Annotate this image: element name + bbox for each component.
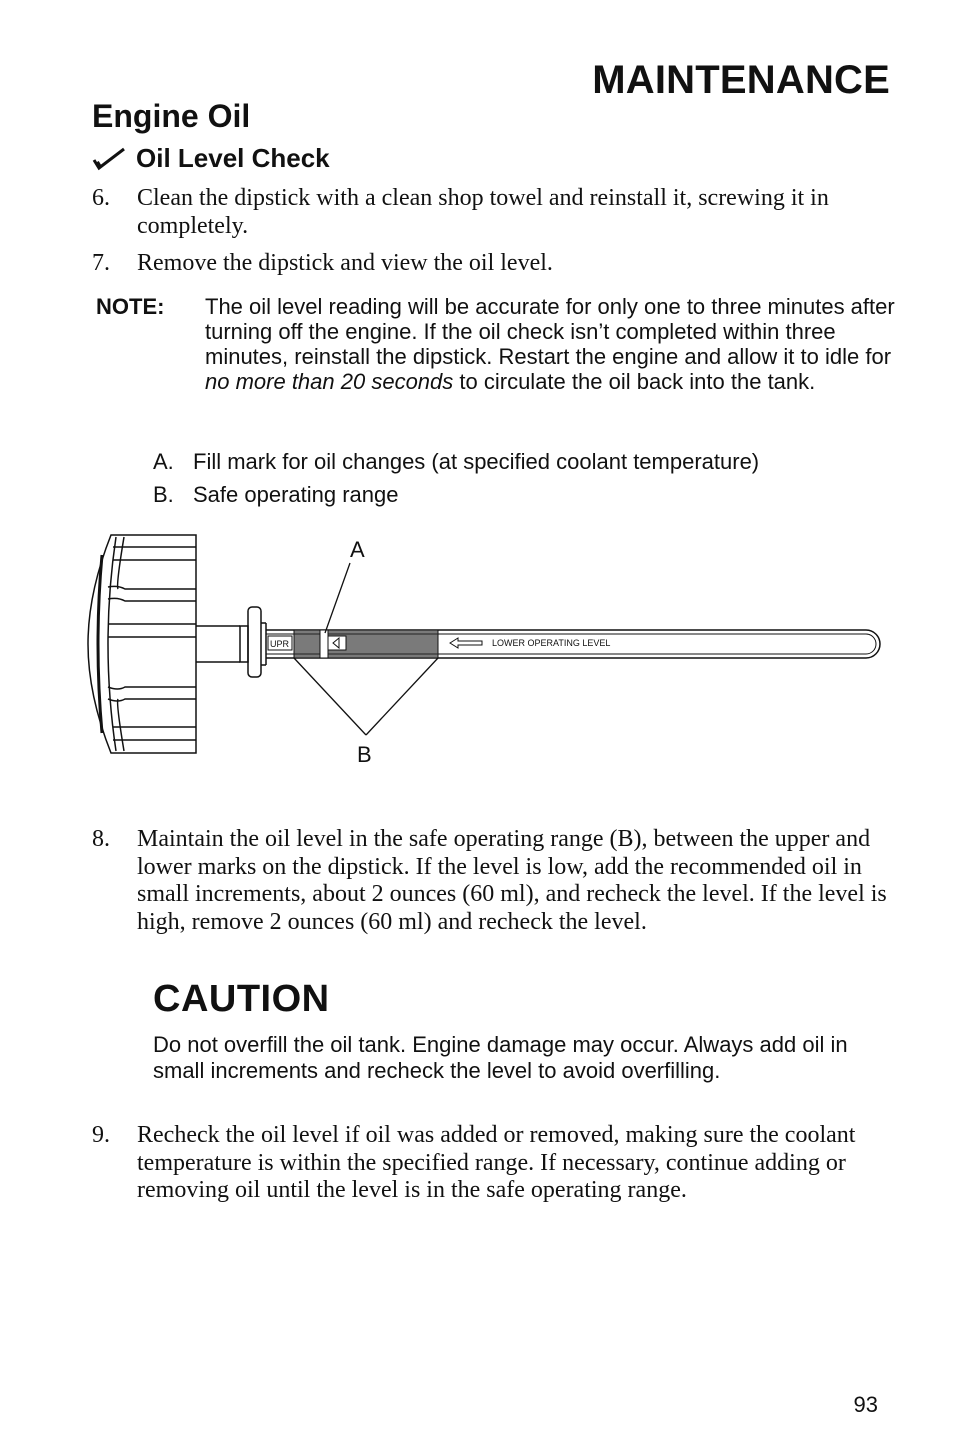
step-number: 8. — [92, 826, 110, 852]
dipstick-blade — [266, 630, 880, 658]
step-text: Maintain the oil level in the safe operating range (B), between the upper and lower marks on the dipstick. If the level is low, add the recommended oil in small increments, about 2 ounces (60 ml), and recheck the level. If the level is high, remove 2 ounces (60 ml) and recheck the level. — [137, 826, 887, 935]
checkmark-icon — [92, 146, 126, 172]
upr-mark: UPR — [270, 639, 290, 649]
subheading — [92, 143, 330, 174]
caution-title: CAUTION — [153, 978, 330, 1020]
legend-text: Fill mark for oil changes (at specified coolant temperature) — [193, 449, 760, 474]
step-number: 9. — [92, 1122, 110, 1148]
step-9 — [92, 1122, 892, 1205]
step-number: 7. — [92, 250, 110, 276]
step-text: Recheck the oil level if oil was added or removed, making sure the coolant temperature is within the specified range. If necessary, continue adding or removing oil until the level is in the safe operating range. — [137, 1122, 856, 1203]
caution-text: Do not overfill the oil tank. Engine damage may occur. Always add oil in small increments and recheck the level to avoid overfilling. — [153, 1032, 848, 1083]
subheading-text: Oil Level Check — [136, 143, 330, 173]
legend-text: Safe operating range — [193, 482, 399, 507]
note-block — [96, 294, 896, 394]
legend-item-a — [153, 449, 759, 475]
page-number: 93 — [853, 1392, 878, 1417]
callout-b: B — [357, 742, 372, 767]
step-text: Remove the dipstick and view the oil level. — [137, 250, 553, 276]
note-text-part: The oil level reading will be accurate for only one to three minutes after turning off the engine. If the oil check isn’t completed within three minutes, reinstall the dipstick. Restart the engine and allow it to idle for — [205, 294, 895, 369]
dipstick-neck — [196, 607, 266, 677]
callout-a: A — [350, 537, 365, 562]
section-header: MAINTENANCE — [592, 58, 890, 102]
page-title: Engine Oil — [92, 98, 251, 134]
note-emphasis: no more than 20 seconds — [205, 369, 454, 394]
dipstick-cap — [88, 535, 196, 753]
dipstick-diagram — [0, 525, 954, 795]
step-6 — [92, 185, 892, 240]
step-number: 6. — [92, 185, 110, 211]
legend-key: A. — [153, 449, 174, 474]
step-7 — [92, 250, 892, 278]
step-text: Clean the dipstick with a clean shop towel and reinstall it, screwing it in completely. — [137, 185, 829, 239]
note-text-part: to circulate the oil back into the tank. — [453, 369, 816, 394]
lower-mark: LOWER OPERATING LEVEL — [492, 638, 611, 648]
note-label: NOTE: — [96, 294, 165, 319]
note-text — [205, 294, 896, 394]
legend-item-b — [153, 482, 399, 508]
legend-key: B. — [153, 482, 174, 507]
step-8 — [92, 826, 892, 936]
